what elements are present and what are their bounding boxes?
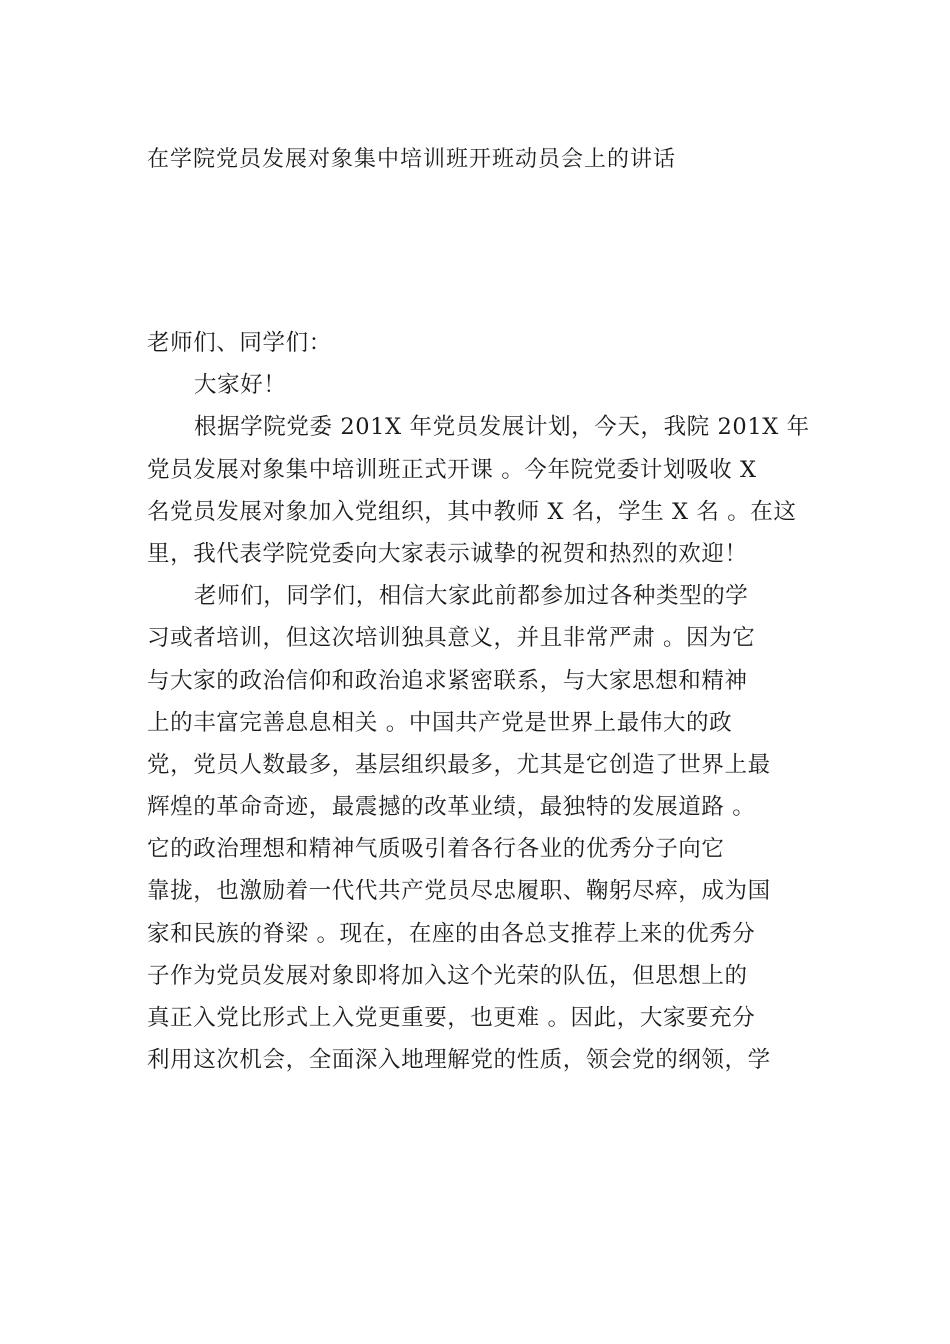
- paragraph-line: 辉煌的革命奇迹，最震撼的改革业绩，最独特的发展道路 。: [147, 794, 756, 821]
- paragraph-line: 根据学院党委 201X 年党员发展计划，今天，我院 201X 年: [194, 414, 810, 441]
- paragraph-line: 它的政治理想和精神气质吸引着各行各业的优秀分子向它: [147, 836, 725, 863]
- paragraph-line: 党员发展对象集中培训班正式开课 。今年院党委计划吸收 X: [147, 456, 757, 483]
- paragraph-line: 利用这次机会，全面深入地理解党的性质，领会党的纲领，学: [147, 1047, 771, 1074]
- paragraph-line: 子作为党员发展对象即将加入这个光荣的队伍，但思想上的: [147, 962, 748, 989]
- paragraph-line: 家和民族的脊梁 。现在，在座的由各总支推荐上来的优秀分: [147, 920, 756, 947]
- paragraph-line: 习或者培训，但这次培训独具意义，并且非常严肃 。因为它: [147, 625, 756, 652]
- salutation-line: 老师们、同学们：: [147, 330, 332, 356]
- paragraph-line: 党，党员人数最多，基层组织最多，尤其是它创造了世界上最: [147, 751, 771, 778]
- document-title: 在学院党员发展对象集中培训班开班动员会上的讲话: [147, 147, 677, 172]
- paragraph-line: 与大家的政治信仰和政治追求紧密联系，与大家思想和精神: [147, 667, 748, 694]
- paragraph-line: 名党员发展对象加入党组织，其中教师 X 名，学生 X 名 。在这: [147, 498, 797, 525]
- greeting-line: 大家好！: [194, 372, 287, 399]
- paragraph-line: 真正入党比形式上入党更重要，也更难 。因此，大家要充分: [147, 1005, 756, 1031]
- paragraph-line: 靠拢，也激励着一代代共产党员尽忠履职、鞠躬尽瘁，成为国: [147, 878, 771, 905]
- paragraph-line: 上的丰富完善息息相关 。中国共产党是世界上最伟大的政: [147, 709, 733, 736]
- paragraph-line: 里，我代表学院党委向大家表示诚挚的祝贺和热烈的欢迎！: [147, 540, 748, 567]
- document-body: [147, 322, 812, 1081]
- paragraph-line: 老师们，同学们，相信大家此前都参加过各种类型的学: [194, 583, 749, 610]
